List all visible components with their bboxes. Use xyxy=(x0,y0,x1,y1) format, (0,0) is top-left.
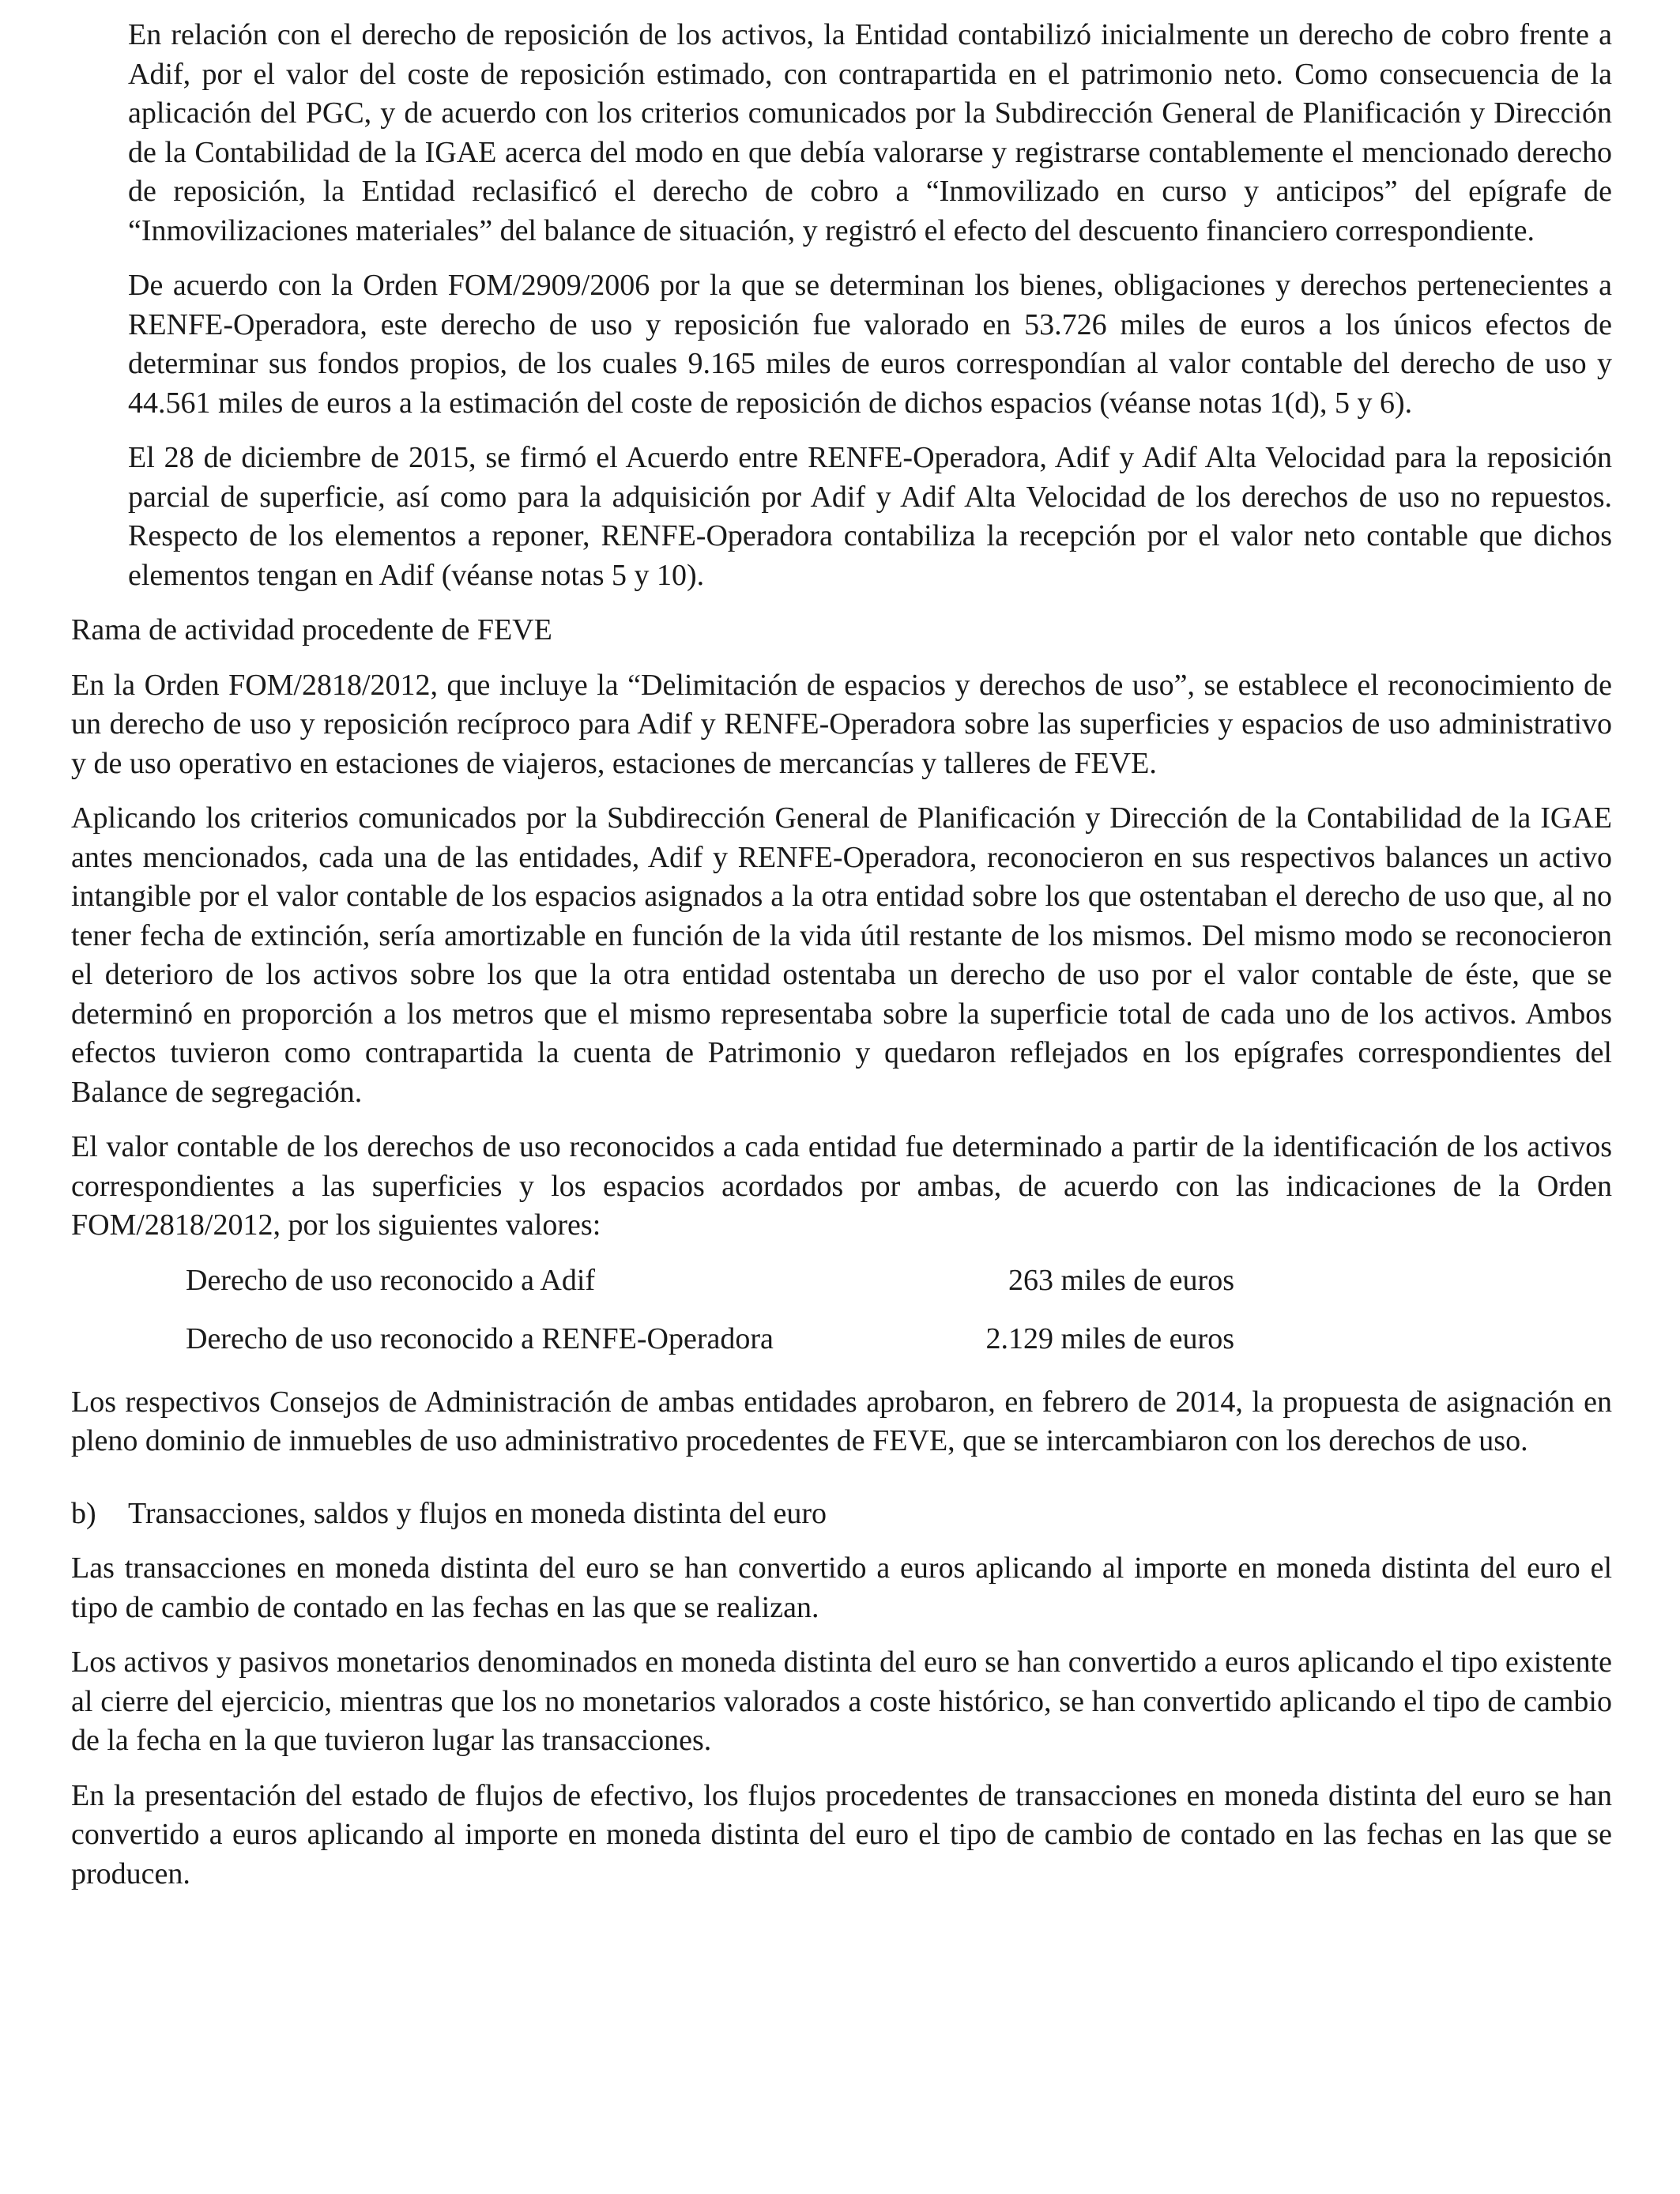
value-amount: 2.129 miles de euros xyxy=(985,1321,1234,1355)
paragraph-transacciones: Las transacciones en moneda distinta del euro se han convertido a euros aplicando al importe en moneda distinta del euro el tipo de cambio de contado en las fechas en las que se realizan. xyxy=(71,1551,1612,1624)
section-title: Transacciones, saldos y flujos en moneda distinta del euro xyxy=(128,1496,827,1530)
values-table xyxy=(71,1261,1612,1378)
paragraph-consejos-administracion: Los respectivos Consejos de Administración de ambas entidades aprobaron, en febrero de 2014, la propuesta de asignación en pleno dominio de inmuebles de uso administrativo procedentes de FEVE, que se intercambiaron con los derechos de uso. xyxy=(71,1385,1612,1457)
paragraph-criterios-igae: Aplicando los criterios comunicados por la Subdirección General de Planificación y Dirección de la Contabilidad de la IGAE antes mencionados, cada una de las entidades, Adif y RENFE-Operadora, reconocieron en sus respectivos balances un activo intangible por el valor contable de los espacios asignados a la otra entidad sobre los que ostentaban el derecho de uso que, al no tener fecha de extinción, sería amortizable en función de la vida útil restante de los mismos. Del mismo modo se reconocieron el deterioro de los activos sobre los que la otra entidad ostentaba un derecho de uso por el valor contable de éste, que se determinó en proporción a los metros que el mismo representaba sobre la superficie total de cada uno de los activos. Ambos efectos tuvieron como contrapartida la cuenta de Patrimonio y quedaron reflejados en los epígrafes correspondientes del Balance de segregación. xyxy=(71,801,1612,1109)
feve-heading: Rama de actividad procedente de FEVE xyxy=(71,613,552,647)
paragraph-activos-pasivos: Los activos y pasivos monetarios denominados en moneda distinta del euro se han convertido a euros aplicando el tipo existente al cierre del ejercicio, mientras que los no monetarios valorados a coste histórico, se han convertido aplicando el tipo de cambio de la fecha en la que tuvieron lugar las transacciones. xyxy=(71,1646,1612,1757)
paragraph-derecho-reposicion: En relación con el derecho de reposición de los activos, la Entidad contabilizó inicialmente un derecho de cobro frente a Adif, por el valor del coste de reposición estimado, con contrapartida en el patrimonio neto. Como consecuencia de la aplicación del PGC, y de acuerdo con los criterios comunicados por la Subdirección General de Planificación y Dirección de la Contabilidad de la IGAE acerca del modo en que debía valorarse y registrarse contablemente el mencionado derecho de reposición, la Entidad reclasificó el derecho de cobro a “Inmovilizado en curso y anticipos” del epígrafe de “Inmovilizaciones materiales” del balance de situación, y registró el efecto del descuento financiero correspondiente. xyxy=(128,18,1612,247)
document-page xyxy=(71,16,1612,1909)
section-b-heading xyxy=(71,1495,1612,1534)
value-label: Derecho de uso reconocido a Adif xyxy=(186,1263,596,1297)
paragraph-orden-fom-2909: De acuerdo con la Orden FOM/2909/2006 por la que se determinan los bienes, obligaciones y derechos pertenecientes a RENFE-Operadora, este derecho de uso y reposición fue valorado en 53.726 miles de euros a los únicos efectos de determinar sus fondos propios, de los cuales 9.165 miles de euros correspondían al valor contable del derecho de uso y 44.561 miles de euros a la estimación del coste de reposición de dichos espacios (véanse notas 1(d), 5 y 6). xyxy=(128,269,1612,420)
section-letter: b) xyxy=(71,1496,96,1530)
paragraph-flujos-efectivo: En la presentación del estado de flujos de efectivo, los flujos procedentes de transacciones en moneda distinta del euro se han convertido a euros aplicando al importe en moneda distinta del euro el tipo de cambio de contado en las fechas en las que se producen. xyxy=(71,1778,1612,1891)
value-row-adif xyxy=(71,1261,1612,1320)
value-label: Derecho de uso reconocido a RENFE-Operadora xyxy=(186,1321,774,1355)
paragraph-acuerdo-2015: El 28 de diciembre de 2015, se firmó el Acuerdo entre RENFE-Operadora, Adif y Adif Alta Velocidad para la reposición parcial de superficie, así como para la adquisición por Adif y Adif Alta Velocidad de los derechos de uso no repuestos. Respecto de los elementos a reponer, RENFE-Operadora contabiliza la recepción por el valor neto contable que dichos elementos tengan en Adif (véanse notas 5 y 10). xyxy=(128,441,1612,592)
paragraph-valor-contable: El valor contable de los derechos de uso reconocidos a cada entidad fue determinado a partir de la identificación de los activos correspondientes a las superficies y los espacios acordados por ambas, de acuerdo con las indicaciones de la Orden FOM/2818/2012, por los siguientes valores: xyxy=(71,1130,1612,1242)
value-amount: 263 miles de euros xyxy=(1008,1263,1234,1297)
value-row-renfe xyxy=(71,1320,1612,1378)
paragraph-orden-fom-2818: En la Orden FOM/2818/2012, que incluye la “Delimitación de espacios y derechos de uso”, se establece el reconocimiento de un derecho de uso y reposición recíproco para Adif y RENFE-Operadora sobre las superficies y espacios de uso administrativo y de uso operativo en estaciones de viajeros, estaciones de mercancías y talleres de FEVE. xyxy=(71,668,1612,780)
